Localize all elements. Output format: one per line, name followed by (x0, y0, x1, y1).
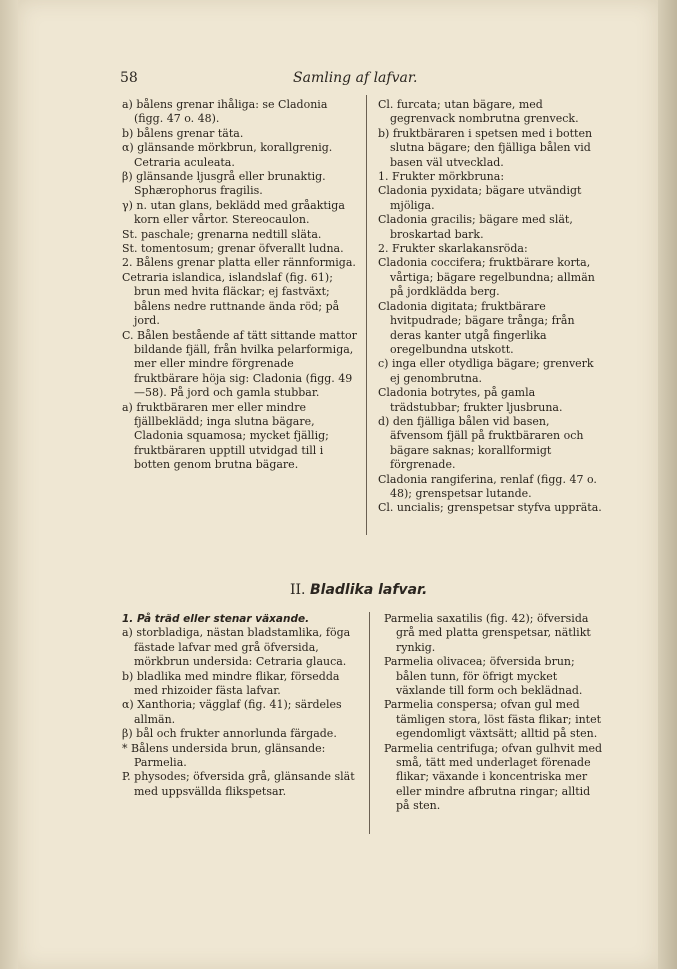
entry: b) bladlika med mindre flikar, försedda med rhizoider fästa lafvar. (122, 669, 340, 698)
entry: Cladonia rangiferina, renlaf (figg. 47 o. 48); grenspetsar lutande. (378, 472, 597, 500)
entry: Cl. uncialis; grenspetsar styfva uppräta. (378, 501, 602, 515)
running-title: Samling af lafvar. (293, 70, 418, 86)
entry: 1. Frukter mörkbruna: (378, 170, 505, 184)
subheading: 1. På träd eller stenar växande. (122, 613, 310, 625)
entry: b) bålens grenar täta. (122, 126, 244, 140)
column-divider (366, 95, 367, 535)
entry: a) storbladiga, nästan bladstamlika, föga fästade lafvar med grå öfversida, mörkbrun undersida: Cetraria glauca. (122, 626, 351, 669)
entry: d) den fjälliga bålen vid basen, äfvensom fjäll på fruktbäraren och bägare saknas; korallformigt förgrenade. (378, 414, 584, 472)
entry: Parmelia olivacea; öfversida brun; bålen tunn, för öfrigt mycket växlande till form och beklädnad. (384, 655, 583, 698)
entry: St. tomentosum; grenar öfverallt ludna. (122, 242, 344, 256)
page-number: 58 (120, 70, 138, 86)
entry: Cladonia digitata; fruktbärare hvitpudrade; bägare trånga; från deras kanter utgå fingerlika oregelbundna utskott. (378, 299, 575, 356)
right-column-top (378, 98, 603, 516)
entry: c) inga eller otydliga bägare; grenverk ej genombrutna. (378, 357, 594, 385)
entry: Parmelia conspersa; ofvan gul med tämligen stora, löst fästa flikar; intet egendomligt växtsätt; alltid på sten. (384, 698, 602, 741)
entry: Cladonia gracilis; bägare med slät, broskartad bark. (378, 213, 573, 241)
right-column-bottom (384, 612, 606, 814)
book-gutter (0, 0, 18, 969)
section-heading (290, 582, 427, 598)
entry: b) fruktbäraren i spetsen med i botten slutna bägare; den fjälliga bålen vid basen väl utvecklad. (378, 126, 593, 169)
entry: P. physodes; öfversida grå, glänsande slät med uppsvällda flikspetsar. (122, 770, 355, 798)
entry: Cl. furcata; utan bägare, med gegrenvack nombrutna grenveck. (378, 98, 579, 126)
entry: 2. Frukter skarlakansröda: (378, 242, 528, 256)
column-divider-bottom (369, 612, 370, 834)
entry: 2. Bålens grenar platta eller rännformiga. (122, 256, 356, 270)
entry: β) bål och frukter annorlunda färgade. (122, 727, 337, 741)
entry: Cladonia botrytes, på gamla trädstubbar; frukter ljusbruna. (378, 386, 563, 414)
entry: * Bålens undersida brun, glänsande: Parmelia. (122, 741, 326, 770)
entry: Cladonia pyxidata; bägare utvändigt mjöliga. (378, 184, 582, 212)
left-column-top (122, 98, 357, 473)
section-number: II. (290, 582, 306, 598)
entry: a) fruktbäraren mer eller mindre fjällbeklädd; inga slutna bägare, Cladonia squamosa; mycket fjällig; fruktbäraren upptill utvidgad till i botten genom brutna bägare. (122, 400, 329, 472)
section-title: Bladlika lafvar. (309, 582, 428, 598)
entry: α) glänsande mörkbrun, korallgrenig. Cetraria aculeata. (122, 141, 333, 169)
entry: Cetraria islandica, islandslaf (fig. 61); brun med hvita fläckar; ej fastväxt; bålens nedre ruttnande ända röd; på jord. (122, 270, 340, 328)
left-column-bottom (122, 612, 362, 799)
entry: α) Xanthoria; vägglaf (fig. 41); särdeles allmän. (122, 698, 342, 726)
entry: C. Bålen bestående af tätt sittande mattor bildande fjäll, från hvilka pelarformiga, mer eller mindre förgrenade fruktbärare höja sig: Cladonia (figg. 49—58). På jord och gamla stubbar. (122, 328, 357, 400)
entry: Parmelia saxatilis (fig. 42); öfversida grå med platta grenspetsar, nätlikt rynkig. (384, 612, 591, 654)
entry: Cladonia coccifera; fruktbärare korta, vårtiga; bägare regelbundna; allmän på jordklädda berg. (378, 256, 595, 299)
entry: Parmelia centrifuga; ofvan gulhvit med små, tätt med underlaget förenade flikar; växande i koncentriska mer eller mindre afbrutna ringar; alltid på sten. (384, 741, 603, 813)
entry: γ) n. utan glans, beklädd med gråaktiga korn eller vårtor. Stereocaulon. (122, 198, 345, 227)
page-edge (658, 0, 677, 969)
entry: St. paschale; grenarna nedtill släta. (122, 227, 322, 241)
entry: a) bålens grenar ihåliga: se Cladonia (figg. 47 o. 48). (122, 98, 328, 126)
entry: β) glänsande ljusgrå eller brunaktig. Sphærophorus fragilis. (122, 170, 326, 198)
